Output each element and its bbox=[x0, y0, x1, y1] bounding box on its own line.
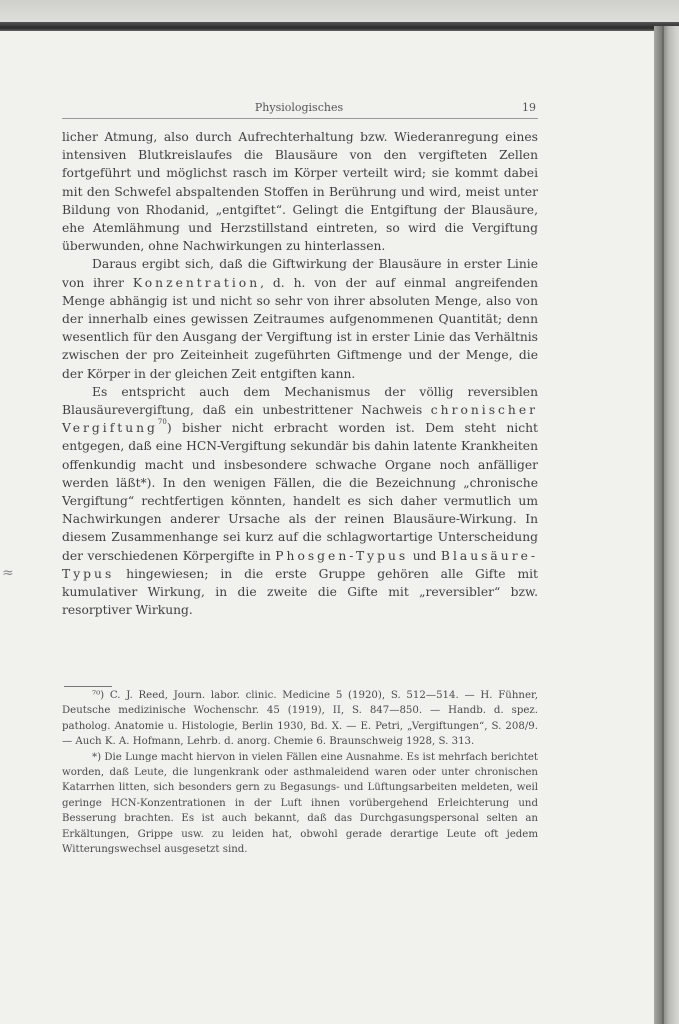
page-number: 19 bbox=[522, 101, 536, 114]
footnotes bbox=[62, 688, 538, 857]
footnote-asterisk: *) Die Lunge macht hiervon in vielen Fällen eine Ausnahme. Es ist mehrfach berichtet worden, daß Leute, die lungenkrank oder asthmaleidend waren oder unter chronischen Katarrhen litten, sich besonders gern zu Begasungs- und Lüftungsarbeiten meldeten, weil geringe HCN-Konzentrationen in der Luft ihnen vorübergehend Erleichterung und Besserung brachten. Es ist auch bekannt, daß das Durchgasungspersonal selten an Erkältungen, Grippe usw. zu leiden hat, obwohl gerade derartige Leute oft jedem Witterungswechsel ausgesetzt sind. bbox=[62, 751, 538, 856]
body-text bbox=[62, 128, 538, 619]
emphasis-konzentration: Konzentration bbox=[132, 275, 261, 290]
emphasis-phosgen-typus: Phosgen-Typus bbox=[275, 548, 409, 563]
emphasis-blausaeure-typus: Blausäure-Typus bbox=[62, 548, 538, 581]
footnote-70: ⁷⁰) C. J. Reed, Journ. labor. clinic. Medicine 5 (1920), S. 512—514. — H. Fühner, Deutsche medizinische Wochenschr. 45 (1919), II, S. 847—850. — Handb. d. spez. patholog. Anatomie u. Histologie, Berlin 1930, Bd. X. — E. Petri, „Vergiftungen“, S. 208/9. — Auch K. A. Hofmann, Lehrb. d. anorg. Chemie 6. Braunschweig 1928, S. 313. bbox=[62, 690, 538, 748]
paragraph-2: Daraus ergibt sich, daß die Giftwirkung der Blausäure in erster Linie von ihrer Konzentration, d. h. von der auf einmal angreifenden Menge abhängig ist und nicht so sehr von ihrer absoluten Menge, also von der innerhalb eines gewissen Zeitraumes aufgenommenen Quantität; denn wesentlich für den Ausgang der Vergiftung ist in erster Linie das Verhältnis zwischen der pro Zeiteinheit zugeführten Giftmenge und der Menge, die der Körper in der gleichen Zeit entgiften kann. bbox=[62, 257, 538, 381]
book-spine-edge bbox=[654, 26, 679, 1024]
paragraph-1: licher Atmung, also durch Aufrechterhaltung bzw. Wiederanregung eines intensiven Blutkreislaufes die Blausäure von den vergifteten Zellen fortgeführt und möglichst rasch im Körper verteilt wird; sie kommt dabei mit den Schwefel abspaltenden Stoffen in Berührung und wird, meist unter Bildung von Rhodanid, „entgiftet“. Gelingt die Entgiftung der Blausäure, ehe Atemlähmung und Herzstillstand eintreten, so wird die Vergiftung überwunden, ohne Nachwirkungen zu hinterlassen. bbox=[62, 130, 538, 254]
footnote-ref-70: 70 bbox=[157, 418, 167, 427]
running-title: Physiologisches bbox=[254, 101, 344, 114]
running-header bbox=[60, 98, 538, 118]
paragraph-3: Es entspricht auch dem Mechanismus der völlig reversiblen Blausäurevergiftung, daß ein unbestrittener Nachweis chronischer Vergiftung$^{70}$) bisher nicht erbracht worden ist. Dem steht nicht entgegen, daß eine HCN-Vergiftung sekundär bis dahin latente Krankheiten offenkundig macht und insbesondere schwache Organe noch anfälliger werden läßt*). In den wenigen Fällen, die die Bezeichnung „chronische Vergiftung“ rechtfertigen könnten, handelt es sich daher vermutlich um Nachwirkungen anderer Ursache als der reinen Blausäure-Wirkung. In diesem Zusammenhange sei kurz auf die schlagwortartige Unterscheidung der verschiedenen Körpergifte in Phosgen-Typus und Blausäure-Typus hingewiesen; in die erste Gruppe gehören alle Gifte mit kumulativer Wirkung, in die zweite die Gifte mit „reversibler“ bzw. resorptiver Wirkung. bbox=[62, 384, 538, 618]
emphasis-chronischer-vergiftung: chronischer Vergiftung bbox=[62, 403, 538, 436]
spine-line bbox=[662, 26, 664, 1024]
scan-artifact-mark: ≈ bbox=[2, 565, 14, 581]
header-rule bbox=[62, 118, 538, 119]
footnote-rule bbox=[64, 686, 112, 687]
